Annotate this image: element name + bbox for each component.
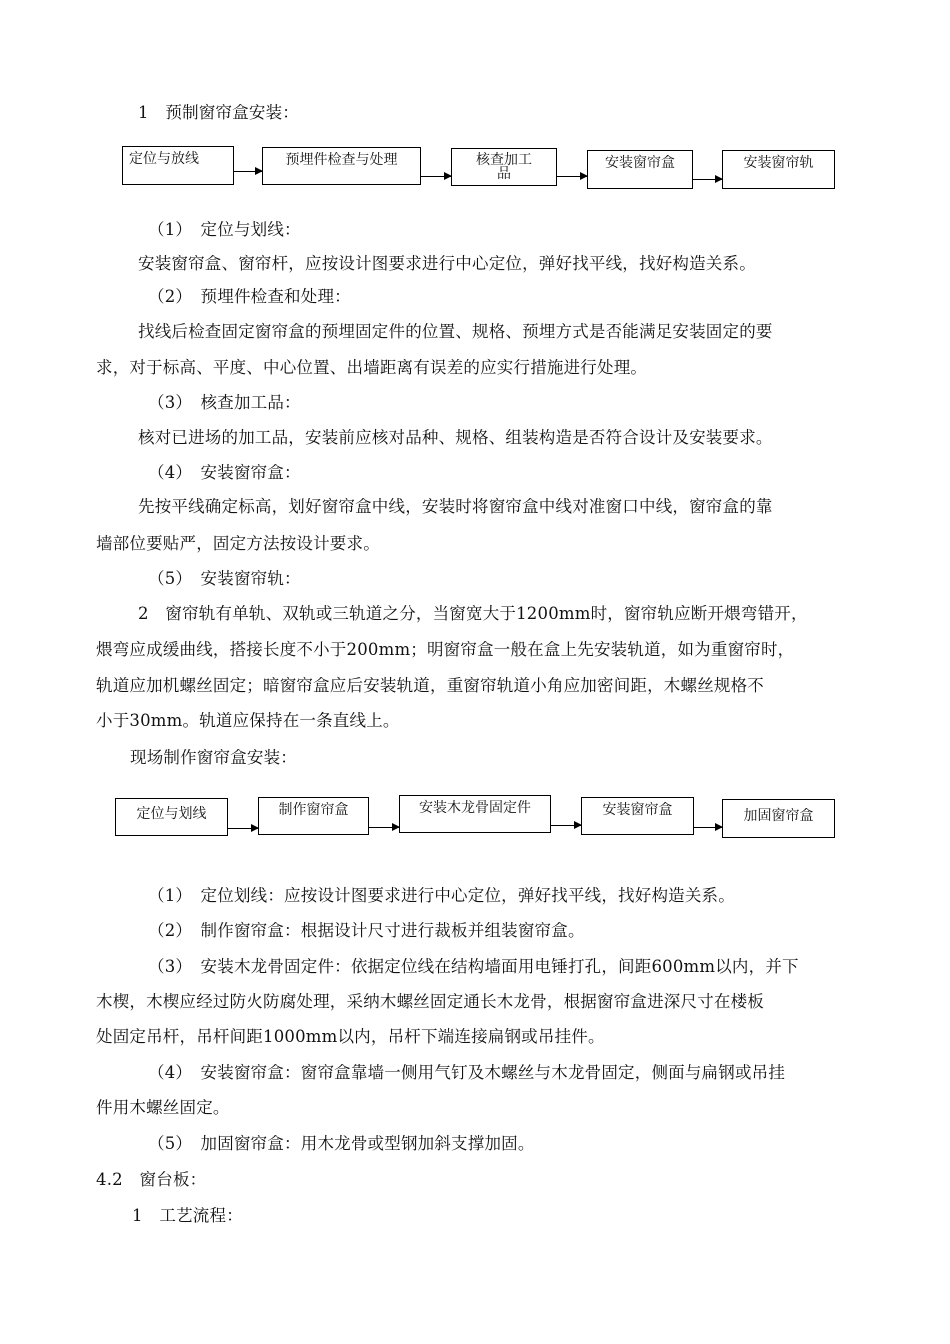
s1-paragraph: 2 窗帘轨有单轨、双轨或三轨道之分，当窗宽大于1200mm时，窗帘轨应断开煨弯错开， [138, 604, 808, 623]
s1-paragraph: 求，对于标高、平度、中心位置、出墙距离有误差的应实行措施进行处理。 [96, 358, 648, 377]
flow-step-install-rail: 安装窗帘轨 [722, 150, 835, 189]
s2-paragraph: 木楔，木楔应经过防火防腐处理，采纳木螺丝固定通长木龙骨，根据窗帘盒进深尺寸在楼板 [96, 992, 764, 1011]
s1-item5-title: （5） 安装窗帘轨： [148, 569, 301, 588]
flow-arrow [369, 827, 399, 828]
flow-step-inspect-parts-line1: 核查加工 [476, 152, 532, 168]
s1-item3-title: （3） 核查加工品： [148, 393, 301, 412]
section2-heading: 现场制作窗帘盒安装： [130, 748, 297, 767]
s1-paragraph: 找线后检查固定窗帘盒的预埋固定件的位置、规格、预埋方式是否能满足安装固定的要 [138, 322, 773, 341]
flow-arrow [234, 171, 262, 172]
s2-item5: （5） 加固窗帘盒：用木龙骨或型钢加斜支撑加固。 [148, 1134, 535, 1153]
s2-item2: （2） 制作窗帘盒：根据设计尺寸进行裁板并组装窗帘盒。 [148, 921, 585, 940]
s1-item2-title: （2） 预埋件检查和处理： [148, 287, 351, 306]
s2-item4: （4） 安装窗帘盒：窗帘盒靠墙一侧用气钉及木螺丝与木龙骨固定，侧面与扁钢或吊挂 [148, 1063, 786, 1082]
flow-arrow [551, 825, 581, 826]
s2-paragraph: 件用木螺丝固定。 [96, 1098, 230, 1117]
s1-paragraph: 煨弯应成缓曲线，搭接长度不小于200mm；明窗帘盒一般在盒上先安装轨道，如为重窗帘时， [96, 640, 795, 659]
s1-paragraph: 安装窗帘盒、窗帘杆，应按设计图要求进行中心定位，弹好找平线，找好构造关系。 [138, 254, 756, 273]
flow-arrow [228, 828, 258, 829]
flow-step-make-box: 制作窗帘盒 [258, 797, 369, 835]
flow-step-reinforce-box: 加固窗帘盒 [722, 799, 835, 838]
flow-step-install-box: 安装窗帘盒 [581, 797, 694, 835]
flow-arrow [693, 179, 722, 180]
flow-arrow [694, 827, 722, 828]
s1-paragraph: 先按平线确定标高，划好窗帘盒中线，安装时将窗帘盒中线对准窗口中线，窗帘盒的靠 [138, 497, 773, 516]
section-4-2-heading: 4.2 窗台板： [96, 1170, 207, 1189]
s2-item3: （3） 安装木龙骨固定件：依据定位线在结构墙面用电锤打孔，间距600mm以内，并下 [148, 957, 799, 976]
flow-arrow [557, 176, 587, 177]
flow-step-positioning: 定位与放线 [122, 146, 234, 185]
s1-item1-title: （1） 定位与划线： [148, 220, 301, 239]
flow-step-positioning-marking: 定位与划线 [115, 798, 228, 836]
flow-step-inspect-parts [451, 148, 557, 186]
s1-paragraph: 墙部位要贴严，固定方法按设计要求。 [96, 534, 380, 553]
flow-step-install-keel: 安装木龙骨固定件 [399, 795, 551, 833]
s1-paragraph: 轨道应加机螺丝固定；暗窗帘盒应后安装轨道，重窗帘轨道小角应加密间距，木螺丝规格不 [96, 676, 764, 695]
section1-heading: 1 预制窗帘盒安装： [138, 103, 299, 122]
flow-arrow [421, 176, 451, 177]
s2-item1: （1） 定位划线：应按设计图要求进行中心定位，弹好找平线，找好构造关系。 [148, 886, 735, 905]
flow-step-inspect-parts-line2: 品 [497, 166, 511, 182]
process-flow-heading: 1 工艺流程： [132, 1206, 243, 1225]
flow-step-install-box: 安装窗帘盒 [587, 150, 693, 189]
s2-paragraph: 处固定吊杆，吊杆间距1000mm以内，吊杆下端连接扁钢或吊挂件。 [96, 1027, 605, 1046]
s1-paragraph: 小于30mm。轨道应保持在一条直线上。 [96, 711, 400, 730]
flow-step-embed-check: 预埋件检查与处理 [262, 147, 421, 185]
s1-paragraph: 核对已进场的加工品，安装前应核对品种、规格、组装构造是否符合设计及安装要求。 [138, 428, 773, 447]
s1-item4-title: （4） 安装窗帘盒： [148, 463, 301, 482]
